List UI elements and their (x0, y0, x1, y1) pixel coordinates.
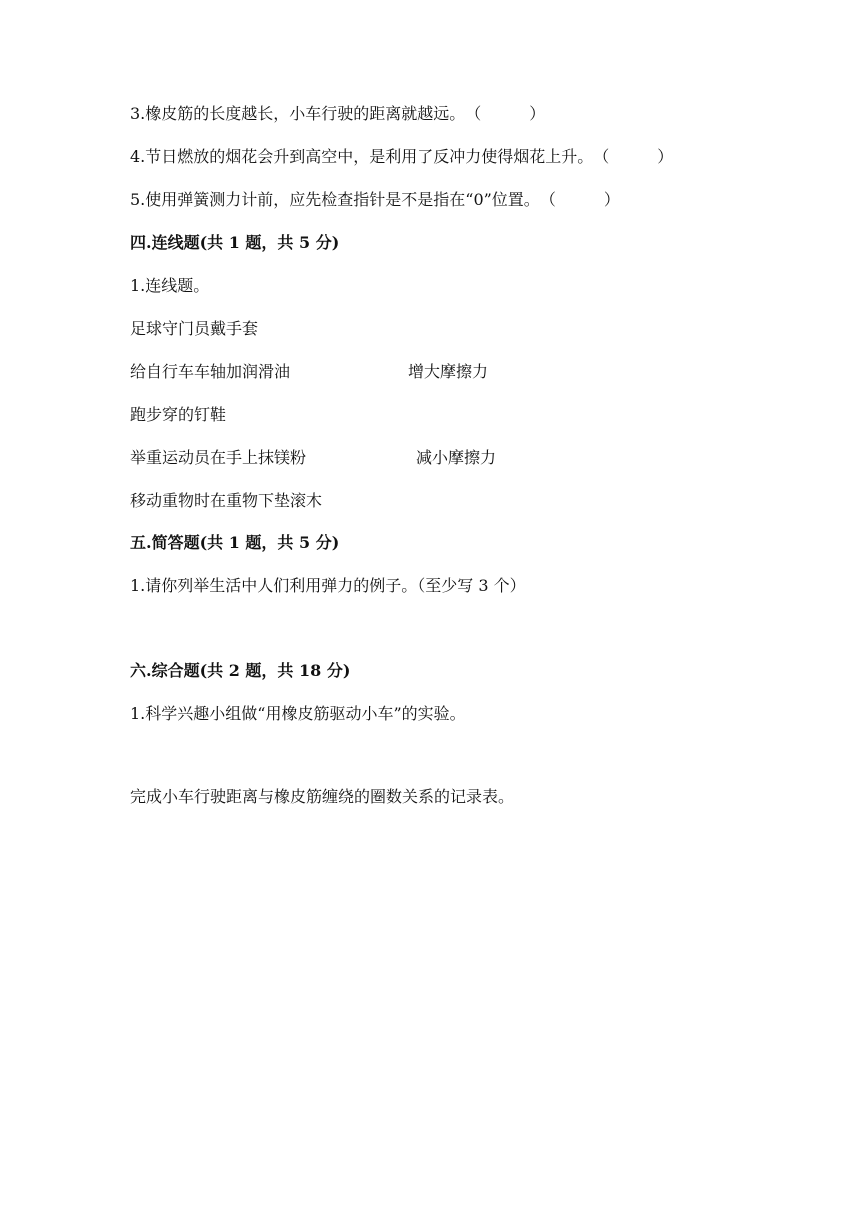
judgement-item-3-text: 3.橡皮筋的长度越长，小车行驶的距离就越远。 (130, 104, 466, 123)
matching-left-item-5[interactable]: 移动重物时在重物下垫滚木 (130, 491, 323, 510)
section-4-question: 1.连线题。 (130, 276, 210, 295)
section-6-question: 1.科学兴趣小组做“用橡皮筋驱动小车”的实验。 (130, 704, 466, 723)
matching-left-item-2[interactable]: 给自行车车轴加润滑油 (130, 362, 291, 381)
section-4-heading: 四.连线题(共 1 题，共 5 分) (130, 233, 340, 252)
section-6-heading: 六.综合题(共 2 题，共 18 分) (130, 661, 351, 680)
matching-right-item-2[interactable]: 减小摩擦力 (416, 448, 497, 467)
judgement-item-5-text: 5.使用弹簧测力计前，应先检查指针是不是指在“0”位置。 (130, 190, 540, 209)
matching-left-item-1[interactable]: 足球守门员戴手套 (130, 319, 259, 338)
judgement-item-3 (130, 104, 545, 124)
answer-blank[interactable]: （ ） (465, 104, 546, 123)
matching-left-item-3[interactable]: 跑步穿的钉鞋 (130, 405, 227, 424)
matching-right-item-1[interactable]: 增大摩擦力 (408, 362, 489, 381)
judgement-item-5 (130, 190, 620, 210)
judgement-item-4-text: 4.节日燃放的烟花会升到高空中，是利用了反冲力使得烟花上升。 (130, 147, 594, 166)
answer-blank[interactable]: （ ） (539, 190, 620, 209)
judgement-item-4 (130, 147, 673, 167)
section-5-question: 1.请你列举生活中人们利用弹力的例子。（至少写 3 个） (130, 576, 526, 595)
section-5-heading: 五.简答题(共 1 题，共 5 分) (130, 533, 340, 552)
answer-blank[interactable]: （ ） (593, 147, 674, 166)
section-6-instruction: 完成小车行驶距离与橡皮筋缠绕的圈数关系的记录表。 (130, 787, 515, 806)
matching-left-item-4[interactable]: 举重运动员在手上抹镁粉 (130, 448, 307, 467)
